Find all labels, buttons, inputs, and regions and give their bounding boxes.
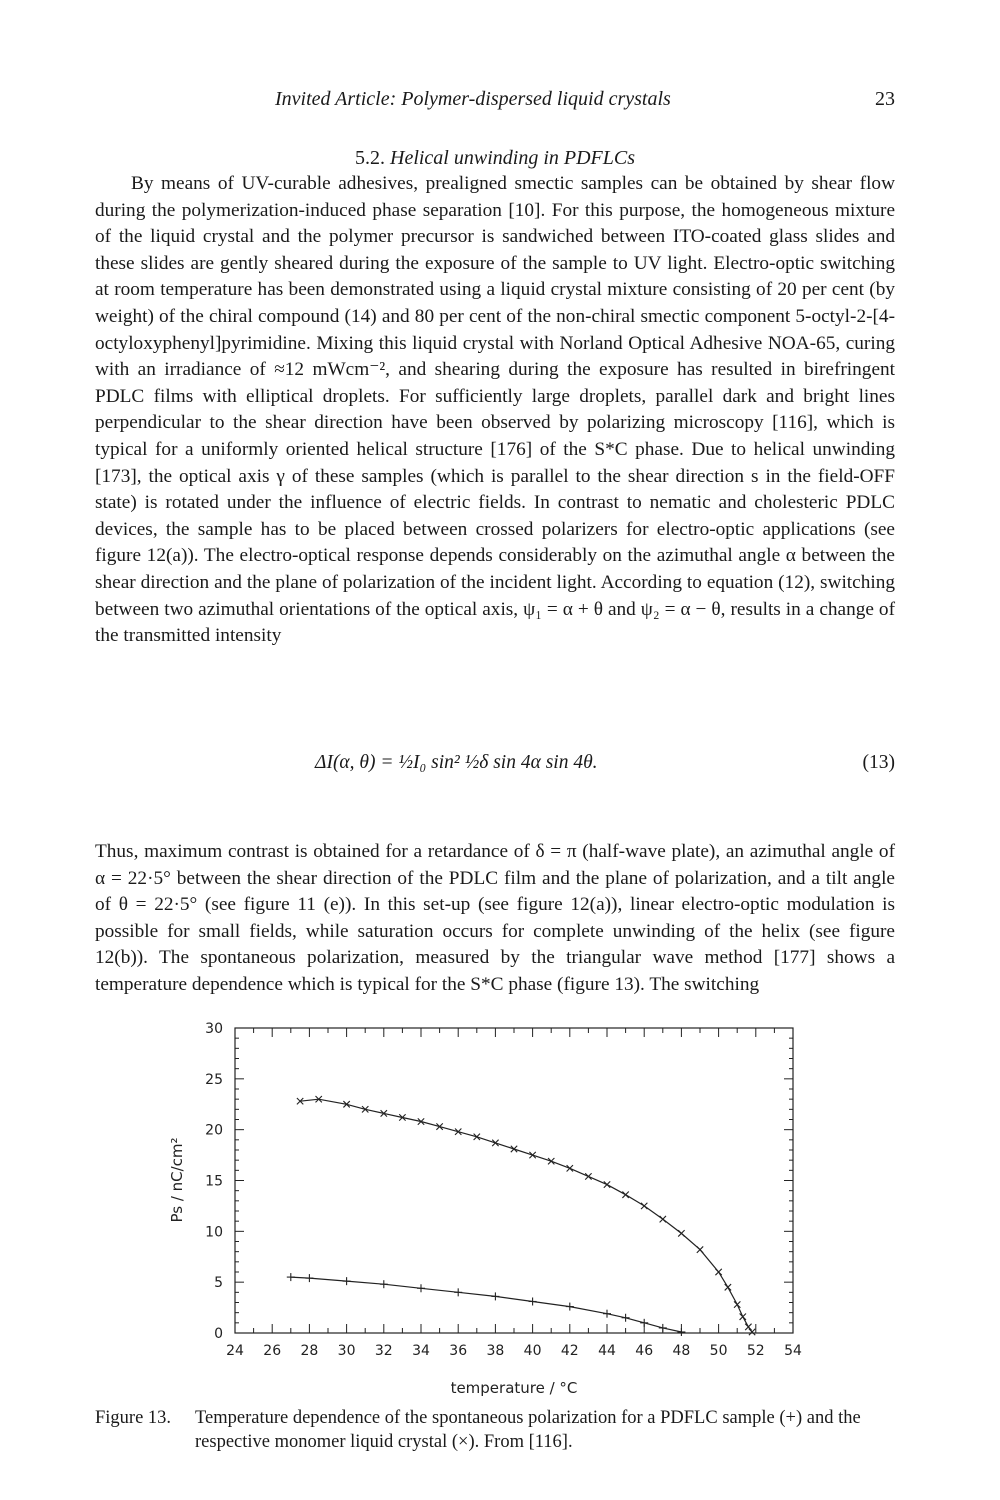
plot-frame: [235, 1028, 793, 1333]
section-title: Helical unwinding in PDFLCs: [390, 147, 635, 169]
section-number: 5.2.: [355, 147, 385, 169]
data-point-cross: [511, 1146, 517, 1152]
data-point-cross: [641, 1203, 647, 1209]
series-lines: [291, 1099, 752, 1332]
running-title: Invited Article: Polymer-dispersed liquid crystals: [275, 88, 671, 110]
data-point-plus: [529, 1297, 537, 1305]
data-point-cross: [678, 1230, 684, 1236]
chart-svg: [160, 1015, 840, 1405]
data-point-plus: [380, 1280, 388, 1288]
x-tick-label: 32: [374, 1343, 393, 1359]
data-point-cross: [604, 1181, 610, 1187]
caption-label: Figure 13.: [95, 1408, 172, 1428]
page-number: 23: [875, 88, 895, 110]
x-tick-label: 54: [784, 1343, 802, 1359]
data-point-cross: [492, 1140, 498, 1146]
body-paragraph-2: [95, 839, 895, 999]
x-tick-label: 28: [300, 1343, 319, 1359]
data-point-cross: [740, 1314, 746, 1320]
caption-text: Temperature dependence of the spontaneous polarization for a PDFLC sample (+) and the respective monomer liquid crystal (×). From [116].: [195, 1408, 861, 1452]
series-line-monomer: [300, 1099, 752, 1332]
data-point-plus: [640, 1319, 648, 1327]
data-point-plus: [417, 1284, 425, 1292]
y-tick-label: 15: [205, 1173, 223, 1190]
data-point-plus: [603, 1310, 611, 1318]
data-point-plus: [343, 1277, 351, 1285]
data-point-cross: [745, 1324, 751, 1330]
tick-labels: [205, 1021, 802, 1359]
data-point-cross: [734, 1301, 740, 1307]
body-paragraph-1: [95, 171, 895, 650]
data-point-plus: [287, 1273, 295, 1281]
data-point-cross: [567, 1165, 573, 1171]
x-tick-label: 50: [709, 1343, 728, 1359]
x-tick-label: 46: [635, 1343, 654, 1359]
x-tick-label: 30: [337, 1343, 356, 1359]
x-tick-label: 42: [560, 1343, 579, 1359]
y-tick-label: 0: [214, 1326, 223, 1342]
data-point-plus: [622, 1314, 630, 1322]
data-point-cross: [585, 1173, 591, 1179]
y-tick-label: 20: [205, 1122, 223, 1139]
data-point-cross: [529, 1152, 535, 1158]
data-point-plus: [454, 1288, 462, 1296]
data-point-cross: [725, 1284, 731, 1290]
y-tick-label: 10: [205, 1224, 223, 1241]
series-line-pdflc: [291, 1277, 682, 1332]
axis-ticks: [235, 1028, 793, 1333]
equation-13: [95, 752, 895, 782]
data-point-plus: [677, 1328, 685, 1336]
x-tick-label: 36: [449, 1343, 468, 1359]
x-tick-label: 34: [412, 1343, 430, 1359]
page-header: [95, 88, 895, 118]
data-point-plus: [566, 1303, 574, 1311]
x-tick-label: 44: [598, 1343, 616, 1359]
section-heading: [95, 147, 895, 170]
equation-body: ΔI(α, θ) = ½I₀ sin² ½δ sin 4α sin 4θ.: [315, 752, 598, 773]
data-point-cross: [660, 1216, 666, 1222]
x-tick-label: 52: [746, 1343, 765, 1359]
y-tick-label: 25: [205, 1071, 223, 1088]
x-tick-label: 26: [263, 1343, 282, 1359]
data-point-plus: [659, 1324, 667, 1332]
x-tick-label: 40: [523, 1343, 542, 1359]
data-point-plus: [305, 1274, 313, 1282]
y-tick-label: 5: [214, 1275, 223, 1292]
data-point-cross: [715, 1269, 721, 1275]
figure-13-chart: [160, 1015, 840, 1405]
data-point-cross: [749, 1329, 755, 1335]
x-tick-label: 24: [226, 1343, 244, 1359]
data-point-cross: [697, 1246, 703, 1252]
paragraph-text: Thus, maximum contrast is obtained for a retardance of δ = π (half-wave plate), an azimuthal angle of α = 22·5° between the shear direction of the PDLC film and the plane of polarization, and a tilt angle of θ = 22·5° (see figure 11 (e)). In this set-up (see figure 12(a)), linear electro-optic modulation is possible for small fields, while saturation occurs for complete unwinding of the helix (see figure 12(b)). The spontaneous polarization, measured by the triangular wave method [177] shows a temperature dependence which is typical for the S*C phase (figure 13). The switching: [95, 841, 895, 995]
y-tick-label: 30: [205, 1021, 223, 1037]
paragraph-text: By means of UV-curable adhesives, prealigned smectic samples can be obtained by shear flow during the polymerization-induced phase separation [10]. For this purpose, the homogeneous mixture of the liquid crystal and the polymer precursor is sandwiched between ITO-coated glass slides and these slides are gently sheared during the exposure of the sample to UV light. Electro-optic switching at room temperature has been demonstrated using a liquid crystal mixture consisting of 20 per cent (by weight) of the chiral compound (14) and 80 per cent of the non-chiral smectic component 5-octyl-2-[4-octyloxyphenyl]pyrimidine. Mixing this liquid crystal with Norland Optical Adhesive NOA-65, curing with an irradiance of ≈12 mWcm⁻², and shearing during the exposure has resulted in birefringent PDLC films with elliptical droplets. For sufficiently large droplets, parallel dark and bright lines perpendicular to the shear direction have been observed by polarizing microscopy [116], which is typical for a uniformly oriented helical structure [176] of the S*C phase. Due to helical unwinding [173], the optical axis γ of these samples (which is parallel to the shear direction s in the field-OFF state) is rotated under the influence of electric fields. In contrast to nematic and cholesteric PDLC devices, the sample has to be placed between crossed polarizers for electro-optic applications (see figure 12(a)). The electro-optical response depends considerably on the azimuthal angle α between the shear direction and the plane of polarization of the incident light. According to equation (12), switching between two azimuthal orientations of the optical axis, ψ₁ = α + θ and ψ₂ = α − θ, results in a change of the transmitted intensity: [95, 173, 895, 647]
x-tick-label: 48: [672, 1343, 691, 1359]
x-axis-label: temperature / °C: [450, 1379, 578, 1397]
equation-number: (13): [862, 752, 895, 773]
y-axis-label: Ps / nC/cm²: [168, 1137, 186, 1223]
x-tick-label: 38: [486, 1343, 505, 1359]
data-point-cross: [548, 1158, 554, 1164]
data-point-plus: [491, 1292, 499, 1300]
data-point-cross: [622, 1192, 628, 1198]
